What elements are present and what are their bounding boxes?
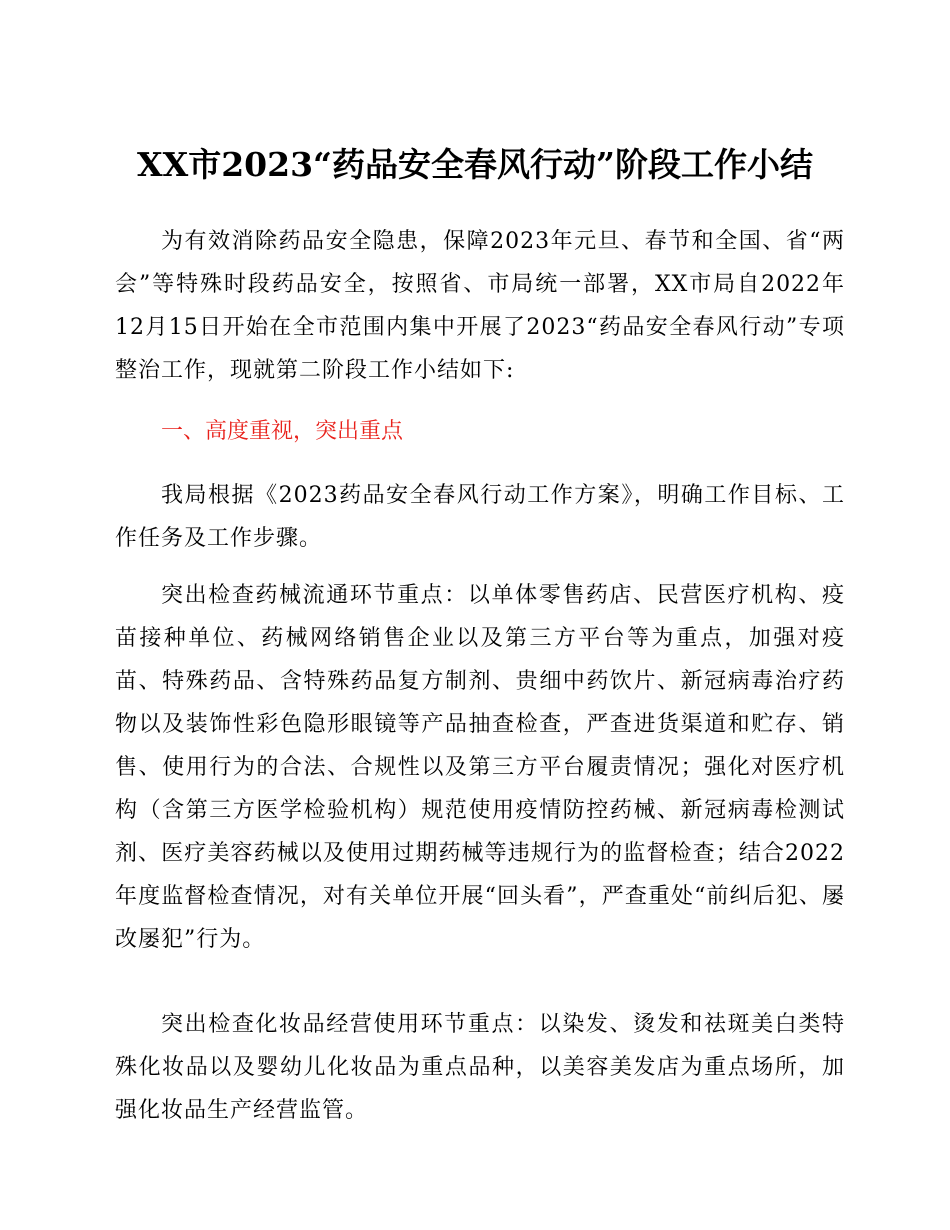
section-heading-1: 一、高度重视，突出重点: [161, 419, 404, 444]
body-paragraph-cosmetics: 突出检查化妆品经营使用环节重点：以染发、烫发和祛斑美白类特殊化妆品以及婴幼儿化妆品为重点品种，以美容美发店为重点场所，加强化妆品生产经营监管。: [115, 1012, 845, 1123]
document-title: XX市2023“药品安全春风行动”阶段工作小结: [136, 145, 814, 184]
intro-paragraph: 为有效消除药品安全隐患，保障2023年元旦、春节和全国、省“两会”等特殊时段药品安全，按照省、市局统一部署，XX市局自2022年12月15日开始在全市范围内集中开展了2023“药品安全春风行动”专项整治工作，现就第二阶段工作小结如下:: [115, 229, 845, 383]
body-paragraph-drug-circulation: 突出检查药械流通环节重点：以单体零售药店、民营医疗机构、疫苗接种单位、药械网络销售企业以及第三方平台等为重点，加强对疫苗、特殊药品、含特殊药品复方制剂、贵细中药饮片、新冠病毒治疗药物以及装饰性彩色隐形眼镜等产品抽查检查，严查进货渠道和贮存、销售、使用行为的合法、合规性以及第三方平台履责情况；强化对医疗机构（含第三方医学检验机构）规范使用疫情防控药械、新冠病毒检测试剂、医疗美容药械以及使用过期药械等违规行为的监督检查；结合2022年度监督检查情况，对有关单位开展“回头看”，严查重处“前纠后犯、屡改屡犯”行为。: [115, 583, 845, 952]
body-paragraph-plan: 我局根据《2023药品安全春风行动工作方案》，明确工作目标、工作任务及工作步骤。: [115, 483, 845, 551]
